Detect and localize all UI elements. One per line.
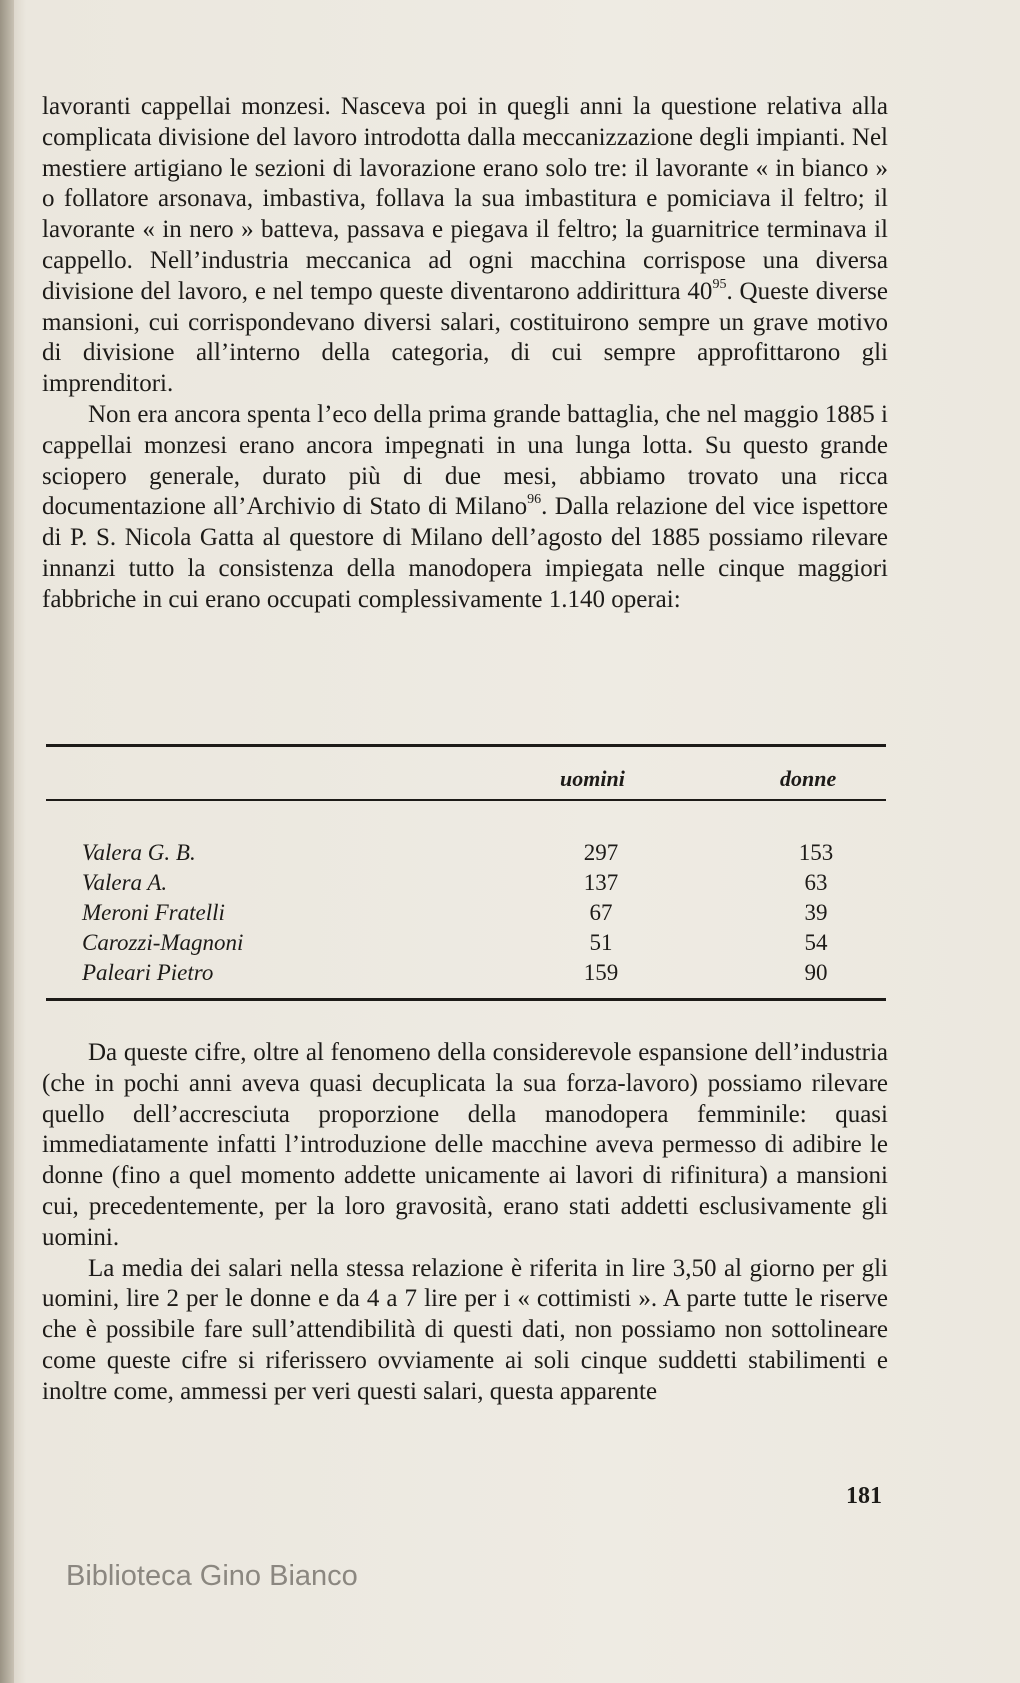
- men-count: 159: [583, 960, 619, 985]
- paragraph-1-text: lavoranti cappellai monzesi. Nasceva poi in quegli anni la questione relativa alla complicata divisione del lavoro introdotta dalla meccanizzazione degli impianti. Nel mestiere artigiano le sezioni di lavorazione erano solo tre: il lavorante « in bianco » o follatore arsonava, imbastiva, follava la sua imbastitura e pomiciava il feltro; il lavorante « in nero » batteva, passava e piegava il feltro; la guarnitrice terminava il cappello. Nell’industria meccanica ad ogni macchina corrispose una diversa divisione del lavoro, e nel tempo queste diventarono addirittura 40: [42, 93, 888, 305]
- company-name: Valera G. B.: [82, 840, 196, 865]
- body-text-top: [42, 92, 888, 616]
- paragraph-2: [42, 400, 888, 616]
- company-name: Valera A.: [82, 870, 168, 895]
- paragraph-3: Da queste cifre, oltre al fenomeno della considerevole espansione dell’industria (che in pochi anni aveva quasi decuplicata la sua forza-lavoro) possiamo rilevare quello dell’accresciuta proporzione della manodopera femminile: quasi immediatamente infatti l’introduzione delle macchine aveva permesso di adibire le donne (fino a quel momento addette unicamente ai lavori di rifinitura) a mansioni cui, precedentemente, per la loro gravosità, erano stati addetti esclusivamente gli uomini.: [42, 1039, 888, 1251]
- women-count: 90: [804, 960, 828, 985]
- footnote-ref-95[interactable]: 95: [712, 276, 727, 292]
- table-top-rule: [46, 744, 886, 747]
- paragraph-1: [42, 92, 888, 400]
- men-count: 51: [589, 930, 613, 955]
- page-number: 181: [846, 1483, 882, 1509]
- table-header-rule: [46, 799, 886, 801]
- men-count: 297: [583, 840, 619, 865]
- table-row: [46, 840, 886, 870]
- table-bottom-rule: [46, 998, 886, 1001]
- paragraph-1-continuation: . Queste diverse mansioni, cui corrispondevano diversi salari, costituirono sempre un grave motivo di divisione all’interno della categoria, di cui sempre approfittarono gli imprenditori.: [42, 277, 888, 398]
- paragraph-2-text: Non era ancora spenta l’eco della prima grande battaglia, che nel maggio 1885 i cappellai monzesi erano ancora impegnati in una lunga lotta. Su questo grande sciopero generale, durato più di due mesi, abbiamo trovato una ricca documentazione all’Archivio di Stato di Milano: [42, 400, 888, 521]
- women-count: 39: [804, 900, 828, 925]
- women-count: 54: [804, 930, 828, 955]
- table-row: [46, 930, 886, 960]
- table-row: [46, 960, 886, 990]
- workers-table: [46, 744, 886, 1004]
- body-text-bottom: [42, 1038, 888, 1408]
- company-name: Paleari Pietro: [82, 960, 214, 985]
- paragraph-4: La media dei salari nella stessa relazione è riferita in lire 3,50 al giorno per gli uomini, lire 2 per le donne e da 4 a 7 lire per i « cottimisti ». A parte tutte le riserve che è possibile fare sull’attendibilità di questi dati, non possiamo non sottolineare come queste cifre si riferissero ovviamente ai soli cinque suddetti stabilimenti e inoltre come, ammessi per veri questi salari, questa apparente: [42, 1254, 888, 1405]
- men-count: 67: [589, 900, 613, 925]
- column-header-men: uomini: [560, 766, 625, 791]
- column-header-women: donne: [780, 766, 837, 791]
- company-name: Meroni Fratelli: [82, 900, 225, 925]
- women-count: 153: [798, 840, 834, 865]
- company-name: Carozzi-Magnoni: [82, 930, 244, 955]
- page-edge-shadow: [0, 0, 14, 1683]
- footnote-ref-96[interactable]: 96: [527, 492, 542, 508]
- table-row: [46, 870, 886, 900]
- library-watermark: Biblioteca Gino Bianco: [66, 1560, 358, 1592]
- table-row: [46, 900, 886, 930]
- paragraph-2-continuation: . Dalla relazione del vice ispettore di P. S. Nicola Gatta al questore di Milano dell’agosto del 1885 possiamo rilevare innanzi tutto la consistenza della manodopera impiegata nelle cinque maggiori fabbriche in cui erano occupati complessivamente 1.140 operai:: [42, 493, 888, 613]
- women-count: 63: [804, 870, 828, 895]
- men-count: 137: [583, 870, 619, 895]
